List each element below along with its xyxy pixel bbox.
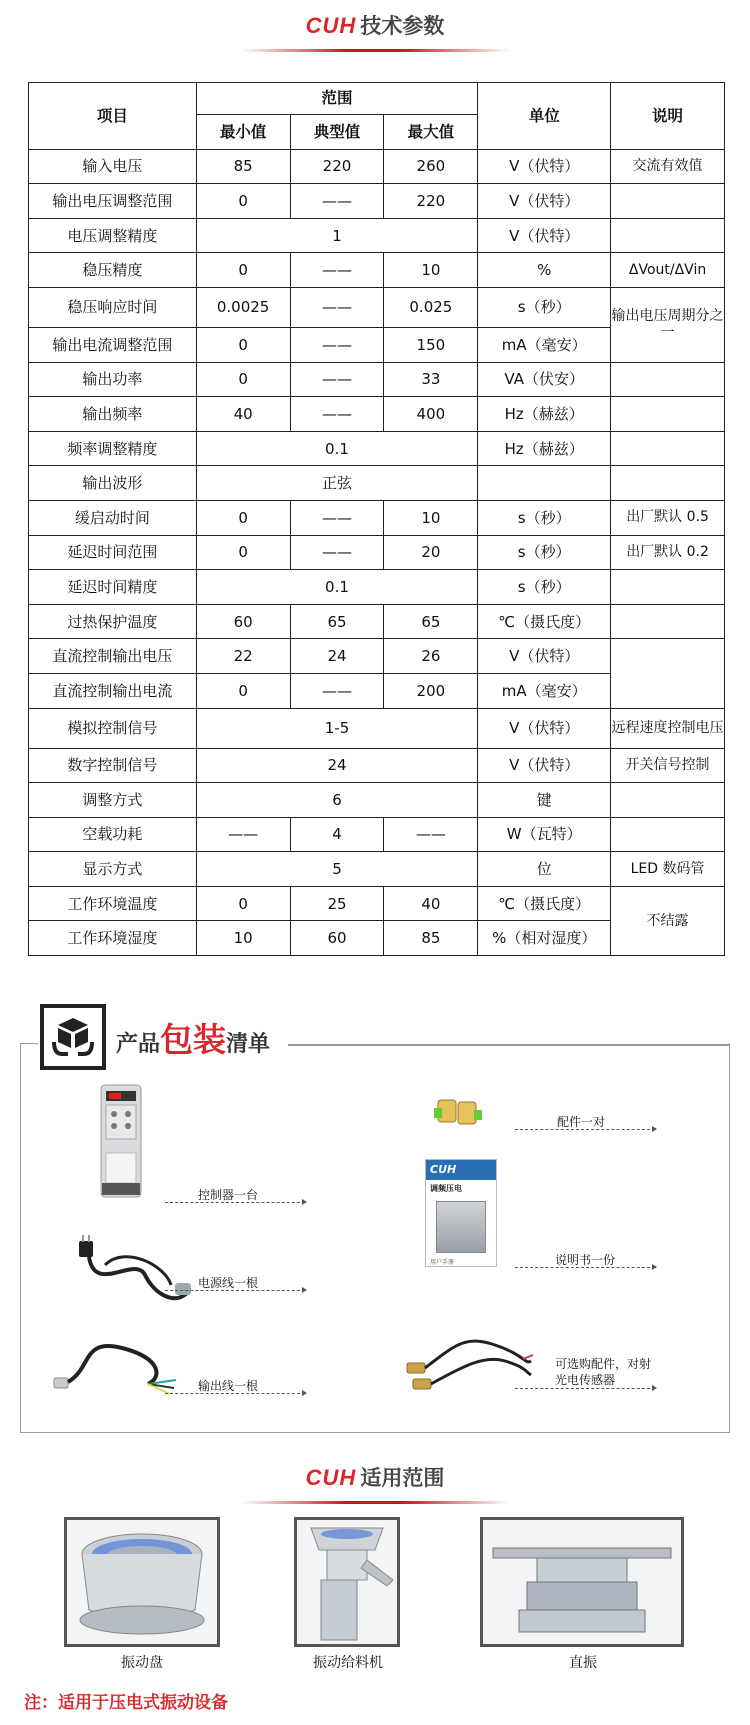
cell-min: 0 — [196, 673, 290, 708]
cell-unit: Hz（赫兹） — [478, 397, 611, 432]
cell-max: 65 — [384, 604, 478, 639]
cell-unit: ℃（摄氏度） — [478, 886, 611, 921]
cell-unit: W（瓦特） — [478, 817, 611, 852]
cell-unit: VA（伏安） — [478, 362, 611, 397]
cell-min: 85 — [196, 149, 290, 184]
cell-typ: —— — [290, 673, 384, 708]
cell-unit: % — [478, 253, 611, 288]
cell-note — [611, 783, 725, 818]
table-row — [29, 218, 725, 253]
pointer-line — [515, 1267, 655, 1268]
cell-typ: —— — [290, 362, 384, 397]
cell-min: 10 — [196, 921, 290, 956]
cell-max: 220 — [384, 184, 478, 219]
label-manual: 说明书一份 — [555, 1253, 616, 1267]
cell-typ: —— — [290, 535, 384, 570]
cell-unit: V（伏特） — [478, 748, 611, 783]
manual-title: 调频压电 — [430, 1184, 462, 1193]
cell-typ: —— — [290, 287, 384, 327]
cell-note — [611, 639, 725, 708]
header-item: 项目 — [29, 83, 197, 150]
cell-value: 5 — [196, 852, 478, 887]
pointer-line — [515, 1129, 655, 1130]
cell-max: 260 — [384, 149, 478, 184]
cell-unit: V（伏特） — [478, 218, 611, 253]
cell-unit: V（伏特） — [478, 184, 611, 219]
application-section-title — [0, 1462, 750, 1492]
cell-max: 0.025 — [384, 287, 478, 327]
cell-max: 26 — [384, 639, 478, 674]
cell-note — [611, 431, 725, 466]
title-underline — [240, 49, 510, 52]
table-row — [29, 604, 725, 639]
cell-min: —— — [196, 817, 290, 852]
table-row — [29, 748, 725, 783]
cell-unit: V（伏特） — [478, 149, 611, 184]
app-label-linear-vibrator: 直振 — [569, 1655, 597, 1671]
table-row — [29, 817, 725, 852]
cell-min: 0 — [196, 253, 290, 288]
table-row — [29, 253, 725, 288]
cell-max: 85 — [384, 921, 478, 956]
table-row — [29, 149, 725, 184]
cell-value: 0.1 — [196, 431, 478, 466]
cell-unit: s（秒） — [478, 287, 611, 327]
manual-image — [425, 1159, 497, 1267]
cell-min: 0.0025 — [196, 287, 290, 327]
table-row — [29, 184, 725, 219]
cell-min: 22 — [196, 639, 290, 674]
cell-note: 交流有效值 — [611, 149, 725, 184]
cell-note: 远程速度控制电压 — [611, 708, 725, 748]
cell-item: 输出功率 — [29, 362, 197, 397]
cell-item: 输出波形 — [29, 466, 197, 501]
cell-unit: ℃（摄氏度） — [478, 604, 611, 639]
cell-item: 直流控制输出电流 — [29, 673, 197, 708]
cell-note: ΔVout/ΔVin — [611, 253, 725, 288]
cell-item: 过热保护温度 — [29, 604, 197, 639]
cell-unit: Hz（赫兹） — [478, 431, 611, 466]
brand-logo: CUH — [305, 13, 357, 38]
cell-min: 40 — [196, 397, 290, 432]
package-box-icon — [40, 1004, 106, 1070]
cell-item: 延迟时间范围 — [29, 535, 197, 570]
cell-unit — [478, 466, 611, 501]
cell-item: 模拟控制信号 — [29, 708, 197, 748]
cell-typ: —— — [290, 184, 384, 219]
application-title-text: 适用范围 — [360, 1466, 445, 1490]
cell-item: 工作环境湿度 — [29, 921, 197, 956]
spec-title-text: 技术参数 — [360, 14, 445, 38]
cell-typ: 220 — [290, 149, 384, 184]
cell-typ: 25 — [290, 886, 384, 921]
pointer-line — [515, 1388, 655, 1389]
cell-min: 0 — [196, 362, 290, 397]
cell-unit: s（秒） — [478, 570, 611, 605]
cell-note: 出厂默认 0.5 — [611, 500, 725, 535]
cell-value: 正弦 — [196, 466, 478, 501]
table-row — [29, 431, 725, 466]
table-row — [29, 852, 725, 887]
table-row — [29, 287, 725, 327]
header-range: 范围 — [196, 83, 478, 115]
cell-note — [611, 184, 725, 219]
cell-note: 出厂默认 0.2 — [611, 535, 725, 570]
label-accessory: 配件一对 — [557, 1115, 606, 1129]
cell-item: 空载功耗 — [29, 817, 197, 852]
cell-item: 调整方式 — [29, 783, 197, 818]
app-label-vibration-feeder: 振动给料机 — [313, 1655, 383, 1671]
packing-title — [116, 1014, 270, 1061]
cell-max: 10 — [384, 253, 478, 288]
cell-max: 200 — [384, 673, 478, 708]
pointer-line — [165, 1290, 305, 1291]
cell-unit: mA（毫安） — [478, 673, 611, 708]
cell-item: 电压调整精度 — [29, 218, 197, 253]
cell-unit: mA（毫安） — [478, 327, 611, 362]
cell-item: 延迟时间精度 — [29, 570, 197, 605]
cell-item: 稳压响应时间 — [29, 287, 197, 327]
cell-note — [611, 362, 725, 397]
cell-max: 400 — [384, 397, 478, 432]
cell-value: 0.1 — [196, 570, 478, 605]
cell-note: LED 数码管 — [611, 852, 725, 887]
header-typ: 典型值 — [290, 115, 384, 150]
spec-section-title — [0, 10, 750, 40]
pointer-line — [165, 1393, 305, 1394]
label-power-cord: 电源线一根 — [198, 1276, 259, 1290]
cell-value: 1-5 — [196, 708, 478, 748]
table-row — [29, 500, 725, 535]
cell-typ: 60 — [290, 921, 384, 956]
cell-typ: —— — [290, 327, 384, 362]
header-max: 最大值 — [384, 115, 478, 150]
spec-table — [28, 82, 725, 956]
cell-item: 数字控制信号 — [29, 748, 197, 783]
power-cord-image — [75, 1235, 195, 1307]
header-unit: 单位 — [478, 83, 611, 150]
app-image-vibration-bowl — [64, 1517, 220, 1647]
table-row — [29, 466, 725, 501]
cell-unit: s（秒） — [478, 535, 611, 570]
cell-item: 缓启动时间 — [29, 500, 197, 535]
table-row — [29, 362, 725, 397]
cell-min: 0 — [196, 184, 290, 219]
table-row — [29, 886, 725, 921]
cell-typ: 4 — [290, 817, 384, 852]
pointer-line — [165, 1202, 305, 1203]
cell-max: 10 — [384, 500, 478, 535]
accessory-image — [432, 1094, 484, 1130]
cell-note — [611, 397, 725, 432]
table-row — [29, 639, 725, 674]
cell-note — [611, 570, 725, 605]
app-image-linear-vibrator — [480, 1517, 684, 1647]
cell-typ: —— — [290, 397, 384, 432]
manual-sub: 用户手册 — [430, 1259, 455, 1266]
packing-header-line — [288, 1044, 730, 1046]
controller-image — [98, 1083, 144, 1201]
cell-min: 0 — [196, 327, 290, 362]
cell-value: 1 — [196, 218, 478, 253]
cell-note — [611, 466, 725, 501]
cell-note: 不结露 — [611, 886, 725, 955]
table-row — [29, 397, 725, 432]
cell-unit: 位 — [478, 852, 611, 887]
brand-logo: CUH — [305, 1465, 357, 1490]
cell-unit: 键 — [478, 783, 611, 818]
cell-typ: —— — [290, 253, 384, 288]
cell-item: 工作环境温度 — [29, 886, 197, 921]
output-cable-image — [52, 1338, 182, 1398]
manual-brand: CUH — [426, 1160, 496, 1180]
app-label-vibration-bowl: 振动盘 — [121, 1655, 163, 1671]
cell-item: 输出电压调整范围 — [29, 184, 197, 219]
cell-item: 输入电压 — [29, 149, 197, 184]
table-row — [29, 783, 725, 818]
cell-min: 0 — [196, 500, 290, 535]
cell-item: 稳压精度 — [29, 253, 197, 288]
cell-unit: V（伏特） — [478, 708, 611, 748]
app-image-vibration-feeder — [294, 1517, 400, 1647]
cell-typ: 65 — [290, 604, 384, 639]
packing-title-c: 清单 — [226, 1031, 271, 1057]
cell-note — [611, 817, 725, 852]
cell-max: 40 — [384, 886, 478, 921]
cell-max: 20 — [384, 535, 478, 570]
cell-max: 150 — [384, 327, 478, 362]
label-controller: 控制器一台 — [198, 1188, 259, 1202]
cell-min: 0 — [196, 535, 290, 570]
cell-typ: —— — [290, 500, 384, 535]
cell-min: 60 — [196, 604, 290, 639]
cell-note — [611, 604, 725, 639]
packing-header — [40, 1002, 270, 1072]
cell-item: 输出频率 — [29, 397, 197, 432]
cell-typ: 24 — [290, 639, 384, 674]
cell-note — [611, 218, 725, 253]
label-sensor-line1: 可选购配件，对射 — [555, 1357, 652, 1371]
cell-max: —— — [384, 817, 478, 852]
footnote: 注：适用于压电式振动设备 — [24, 1693, 228, 1713]
cell-item: 显示方式 — [29, 852, 197, 887]
cell-item: 直流控制输出电压 — [29, 639, 197, 674]
cell-note: 输出电压周期分之一 — [611, 287, 725, 362]
packing-title-b: 包装 — [160, 1019, 227, 1059]
cell-item: 频率调整精度 — [29, 431, 197, 466]
label-sensor-line2: 光电传感器 — [555, 1373, 616, 1387]
label-output-cable: 输出线一根 — [198, 1379, 259, 1393]
cell-unit: V（伏特） — [478, 639, 611, 674]
header-note: 说明 — [611, 83, 725, 150]
cell-max: 33 — [384, 362, 478, 397]
cell-unit: %（相对湿度） — [478, 921, 611, 956]
cell-value: 6 — [196, 783, 478, 818]
cell-note: 开关信号控制 — [611, 748, 725, 783]
cell-min: 0 — [196, 886, 290, 921]
sensor-image — [405, 1325, 535, 1395]
title-underline — [240, 1501, 510, 1504]
table-row — [29, 535, 725, 570]
table-row — [29, 708, 725, 748]
cell-value: 24 — [196, 748, 478, 783]
manual-product-photo — [436, 1201, 486, 1253]
cell-unit: s（秒） — [478, 500, 611, 535]
table-row — [29, 570, 725, 605]
cell-item: 输出电流调整范围 — [29, 327, 197, 362]
packing-title-a: 产品 — [116, 1031, 161, 1057]
header-min: 最小值 — [196, 115, 290, 150]
